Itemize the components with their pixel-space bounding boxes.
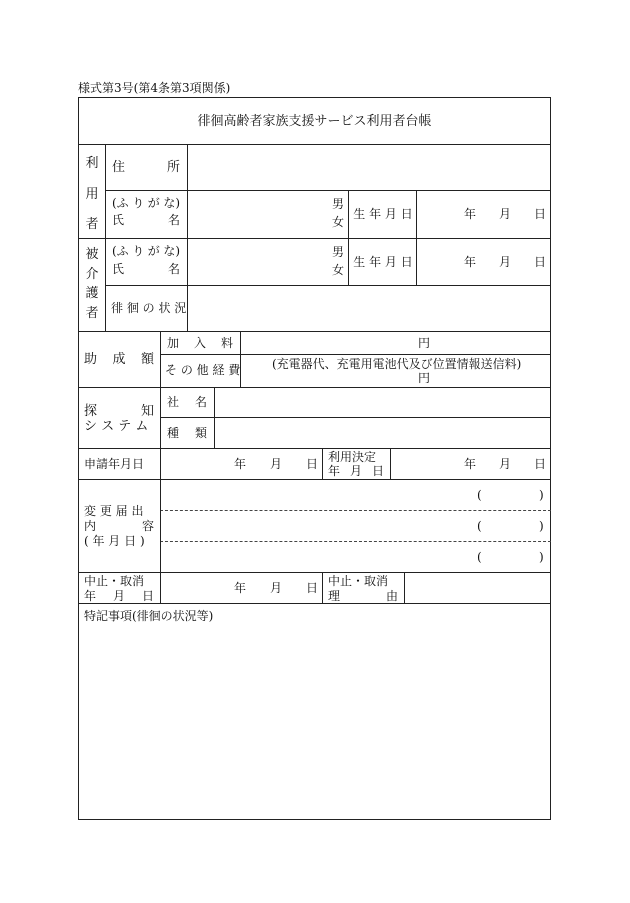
cared-birth-month: 月 xyxy=(499,255,512,269)
rule xyxy=(78,331,551,332)
subsidy-label xyxy=(84,353,154,366)
cancel-date-label-2 xyxy=(84,590,154,602)
entry-fee-char: 加 xyxy=(167,336,180,350)
change-label-1: 変 更 届 出 xyxy=(84,504,144,518)
cared-furigana-label xyxy=(112,245,180,257)
user-section-char: 者 xyxy=(85,217,99,232)
cancel-date-label-1: 中止・取消 xyxy=(84,574,145,588)
cancel-reason-char: 由 xyxy=(385,589,398,603)
cancel-month: 月 xyxy=(270,581,283,595)
rule xyxy=(105,144,106,331)
furigana-char: な) xyxy=(163,244,180,258)
subsidy-char: 額 xyxy=(140,352,154,367)
name-char: 氏 xyxy=(112,262,125,276)
furigana-char: (ふ xyxy=(112,196,129,210)
cared-birth-label: 生 年 月 日 xyxy=(353,255,413,269)
rule xyxy=(160,331,161,603)
change-char: 内 xyxy=(84,519,97,533)
user-section-char: 利 xyxy=(85,156,99,171)
subsidy-char: 成 xyxy=(112,352,126,367)
cancel-date-char: 年 xyxy=(84,589,97,603)
application-month: 月 xyxy=(270,457,283,471)
rule xyxy=(390,448,391,479)
cancel-date-char: 月 xyxy=(112,589,125,603)
rule xyxy=(105,190,551,191)
rule xyxy=(160,354,551,355)
application-date-label: 申請年月日 xyxy=(84,457,145,471)
rule xyxy=(240,331,241,387)
rule xyxy=(322,572,323,603)
furigana-char: り xyxy=(132,196,145,210)
system-label-line2: シ ス テ ム xyxy=(84,419,149,434)
cared-male[interactable]: 男 xyxy=(332,245,345,259)
change-entry-3-open: ( xyxy=(477,550,482,564)
address-label-char: 住 xyxy=(112,160,126,175)
system-label-line1 xyxy=(84,405,154,418)
change-entry-3-close: ) xyxy=(539,550,544,564)
name-char: 名 xyxy=(167,262,180,276)
change-entry-2-open: ( xyxy=(477,519,482,533)
entry-fee-char: 料 xyxy=(220,336,233,350)
name-char: 名 xyxy=(167,213,180,227)
dashed-rule xyxy=(160,541,551,542)
user-male[interactable]: 男 xyxy=(332,197,345,211)
system-char: 探 xyxy=(84,404,98,419)
furigana-char: り xyxy=(132,244,145,258)
rule xyxy=(348,190,349,285)
other-expenses-note: (充電器代、充電用電池代及び位置情報送信料) xyxy=(272,357,522,371)
cared-birth-year: 年 xyxy=(464,255,477,269)
form-title: 徘徊高齢者家族支援サービス利用者台帳 xyxy=(197,114,432,129)
change-label-2 xyxy=(84,520,154,532)
change-entry-2-close: ) xyxy=(539,519,544,533)
other-expenses-label: そ の 他 経 費 xyxy=(165,363,241,377)
user-birth-label: 生 年 月 日 xyxy=(353,207,413,221)
entry-fee-label xyxy=(167,337,233,349)
cancel-day: 日 xyxy=(306,581,319,595)
rule xyxy=(78,603,551,604)
change-entry-1-close: ) xyxy=(539,488,544,502)
wandering-status-label: 徘 徊 の 状 況 xyxy=(111,301,187,315)
user-birth-day: 日 xyxy=(534,207,547,221)
rule xyxy=(416,190,417,285)
cancel-reason-label-2 xyxy=(328,590,398,602)
address-label-char: 所 xyxy=(166,160,180,175)
furigana-char: な) xyxy=(163,196,180,210)
notes-area[interactable] xyxy=(79,626,550,819)
application-year: 年 xyxy=(234,457,247,471)
entry-fee-char: 入 xyxy=(193,336,206,350)
company-name-value[interactable] xyxy=(215,388,550,417)
system-type-label xyxy=(167,427,207,439)
company-char: 社 xyxy=(167,395,180,409)
decision-year: 年 xyxy=(464,457,477,471)
notes-label: 特記事項(徘徊の状況等) xyxy=(84,609,214,623)
rule xyxy=(78,479,551,480)
cared-section-label xyxy=(84,248,100,320)
application-day: 日 xyxy=(306,457,319,471)
user-female[interactable]: 女 xyxy=(332,215,345,229)
user-section-label xyxy=(84,157,100,231)
subsidy-char: 助 xyxy=(84,352,98,367)
decision-date-label-1: 利用決定 xyxy=(328,450,377,464)
furigana-char: が xyxy=(147,244,160,258)
decision-day: 日 xyxy=(534,457,547,471)
cancel-reason-char: 理 xyxy=(328,589,341,603)
user-name-value[interactable] xyxy=(188,191,328,237)
cancel-date-char: 日 xyxy=(141,589,154,603)
system-type-value[interactable] xyxy=(215,418,550,448)
user-section-char: 用 xyxy=(85,186,99,202)
cared-section-char: 者 xyxy=(85,305,99,321)
decision-month: 月 xyxy=(499,457,512,471)
company-name-label xyxy=(167,396,207,408)
user-birth-year: 年 xyxy=(464,207,477,221)
change-entry-1-open: ( xyxy=(477,488,482,502)
cancel-reason-value[interactable] xyxy=(405,573,550,603)
decision-char: 年 xyxy=(328,464,341,478)
entry-fee-yen: 円 xyxy=(418,336,431,350)
user-name-label xyxy=(112,214,180,226)
user-furigana-label xyxy=(112,197,180,209)
cared-birth-day: 日 xyxy=(534,255,547,269)
cared-female[interactable]: 女 xyxy=(332,263,345,277)
other-expenses-yen: 円 xyxy=(418,371,431,385)
furigana-char: が xyxy=(147,196,160,210)
address-label xyxy=(112,161,180,174)
type-char: 種 xyxy=(167,426,180,440)
type-char: 類 xyxy=(194,426,207,440)
wandering-status-value[interactable] xyxy=(188,286,550,331)
company-char: 名 xyxy=(194,395,207,409)
dashed-rule xyxy=(160,510,551,511)
cared-name-value[interactable] xyxy=(188,239,328,285)
decision-char: 日 xyxy=(371,464,384,478)
system-char: 知 xyxy=(140,404,154,419)
rule xyxy=(322,448,323,479)
rule xyxy=(78,448,551,449)
name-char: 氏 xyxy=(112,213,125,227)
decision-date-label-2 xyxy=(328,465,384,477)
address-value[interactable] xyxy=(188,145,550,190)
cared-section-char: 護 xyxy=(85,286,99,302)
cared-name-label xyxy=(112,263,180,275)
furigana-char: (ふ xyxy=(112,244,129,258)
cared-section-char: 介 xyxy=(85,266,99,282)
change-label-3: ( 年 月 日 ) xyxy=(84,534,145,548)
cancel-year: 年 xyxy=(234,581,247,595)
cared-section-char: 被 xyxy=(85,247,99,262)
decision-char: 月 xyxy=(349,464,362,478)
user-birth-month: 月 xyxy=(499,207,512,221)
change-char: 容 xyxy=(141,519,154,533)
cancel-reason-label-1: 中止・取消 xyxy=(328,574,389,588)
form-number: 様式第3号(第4条第3項関係) xyxy=(78,81,231,95)
